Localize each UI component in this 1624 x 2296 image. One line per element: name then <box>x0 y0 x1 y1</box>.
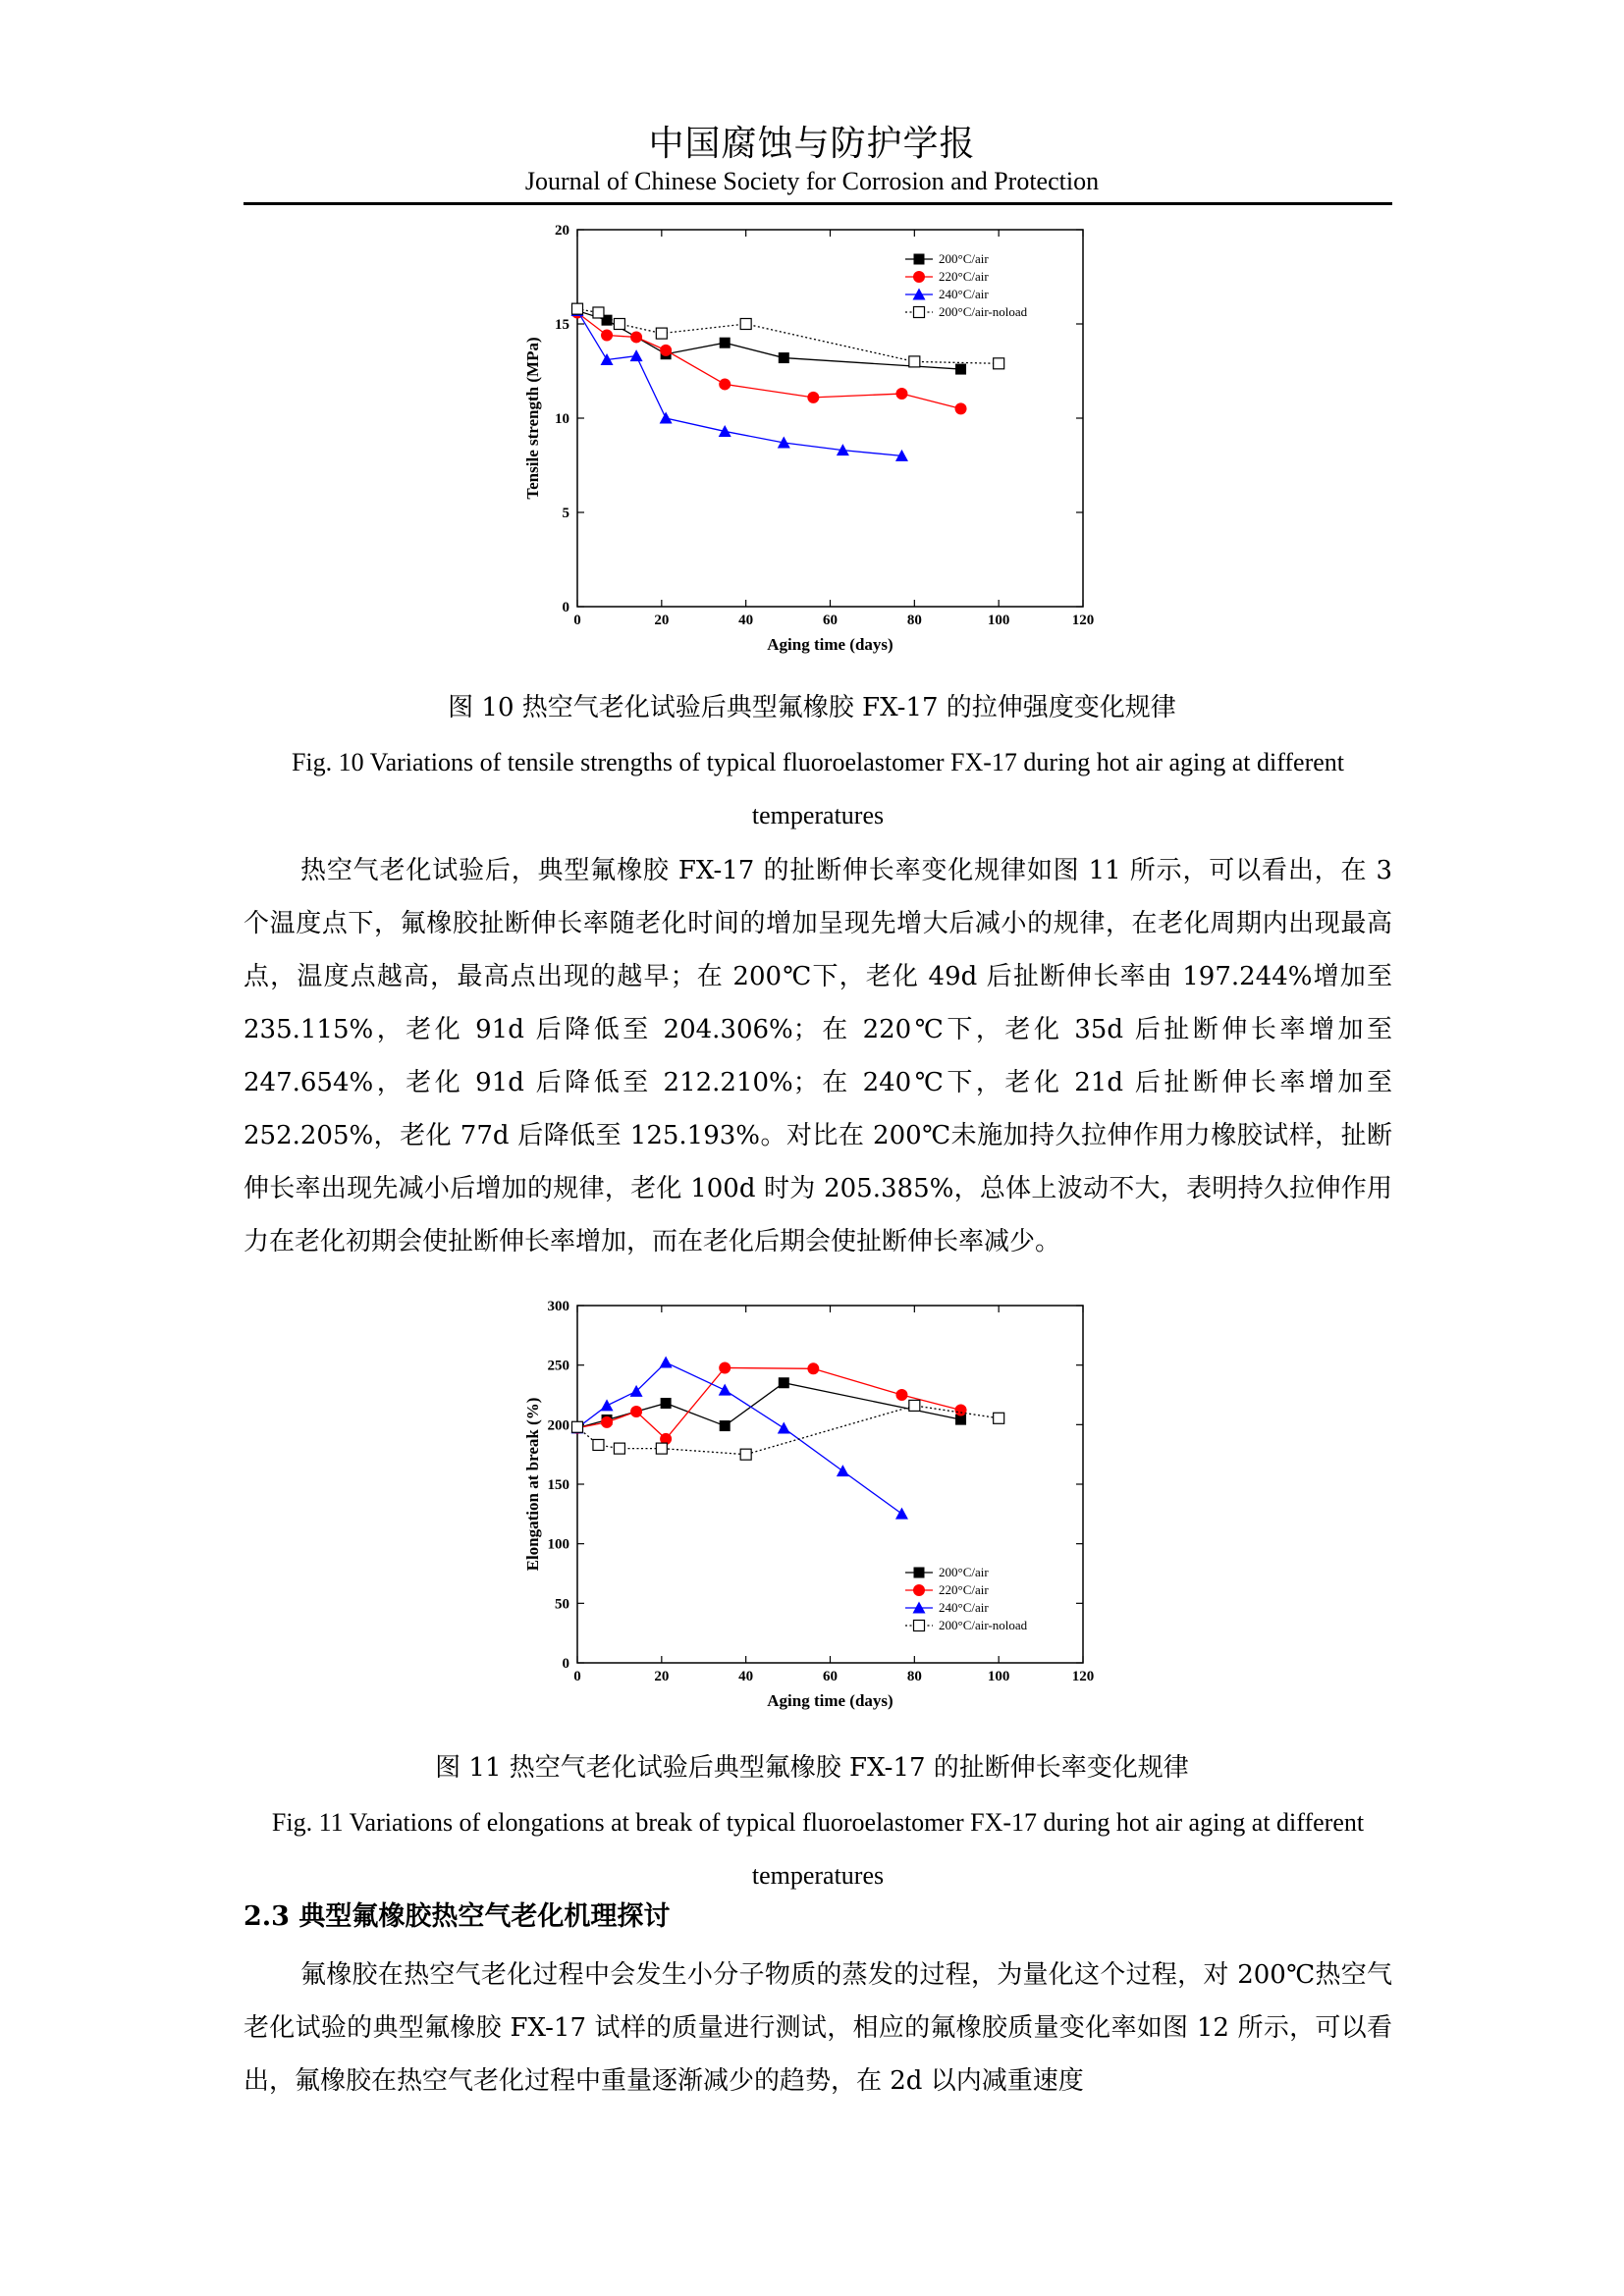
legend-marker <box>914 254 925 265</box>
legend-entry: 240°C/air <box>939 1600 989 1615</box>
data-point <box>719 1384 731 1396</box>
data-point <box>720 338 731 348</box>
legend-entry: 200°C/air <box>939 251 989 266</box>
x-tick-label: 120 <box>1071 613 1095 628</box>
figure-10-caption-en: Fig. 10 Variations of tensile strengths of typical fluoroelastomer FX-17 during hot air aging at different temperatures <box>291 748 1345 829</box>
journal-title-en: Journal of Chinese Society for Corrosion and Protection <box>524 167 1100 195</box>
data-point <box>630 349 643 361</box>
data-point <box>572 303 583 314</box>
data-point <box>593 307 604 318</box>
data-point <box>601 330 613 342</box>
y-tick-label: 15 <box>555 317 569 333</box>
y-tick-label: 200 <box>547 1417 569 1434</box>
data-point <box>614 319 624 330</box>
plot-frame <box>577 1306 1083 1663</box>
legend <box>905 1565 1028 1632</box>
x-tick-label: 80 <box>906 613 922 628</box>
x-tick-label: 60 <box>823 1669 838 1684</box>
series-line <box>577 1362 901 1514</box>
y-axis-label: Tensile strength (MPa) <box>523 337 542 500</box>
data-point <box>740 319 751 330</box>
figure-10-tensile-chart <box>491 218 1119 671</box>
y-tick-label: 250 <box>547 1358 569 1374</box>
y-tick-label: 5 <box>562 506 569 521</box>
y-tick-label: 0 <box>562 600 569 615</box>
data-point <box>895 1389 907 1401</box>
y-tick-label: 10 <box>555 411 569 427</box>
data-point <box>593 1439 604 1450</box>
section-heading: 2.3 典型氟橡胶热空气老化机理探讨 <box>244 1901 671 1932</box>
data-point <box>572 1421 583 1432</box>
data-point <box>660 1356 673 1367</box>
y-tick-label: 20 <box>555 223 569 239</box>
figure-11-caption-cn: 图 11 热空气老化试验后典型氟橡胶 FX-17 的扯断伸长率变化规律 <box>435 1753 1189 1783</box>
data-point <box>994 358 1004 369</box>
x-tick-label: 60 <box>823 613 838 628</box>
x-axis-label: Aging time (days) <box>767 1691 893 1710</box>
data-point <box>614 1443 624 1454</box>
header-divider <box>244 202 1392 205</box>
legend <box>905 251 1028 319</box>
data-point <box>779 1377 789 1388</box>
x-tick-label: 80 <box>906 1669 922 1684</box>
y-tick-label: 300 <box>547 1299 569 1314</box>
data-point <box>740 1449 751 1460</box>
x-tick-label: 20 <box>654 613 670 628</box>
series-240°C/air <box>571 1356 908 1519</box>
data-point <box>909 356 920 367</box>
x-tick-label: 20 <box>654 1669 670 1684</box>
data-point <box>719 1362 731 1373</box>
data-point <box>660 345 672 356</box>
data-point <box>719 378 731 390</box>
data-point <box>955 364 966 375</box>
legend-entry: 200°C/air-noload <box>939 304 1028 319</box>
legend-entry: 200°C/air-noload <box>939 1618 1028 1632</box>
data-point <box>994 1413 1004 1423</box>
body-paragraph: 热空气老化试验后，典型氟橡胶 FX-17 的扯断伸长率变化规律如图 11 所示，可以看出，在 3 个温度点下，氟橡胶扯断伸长率随老化时间的增加呈现先增大后减小的规律，在老化周期内出现最高点，温度点越高，最高点出现的越早；在 200℃下，老化 49d 后扯断伸长率由 197.244%增加至 235.115%，老化 91d 后降低至 204.306%；在 220℃下，老化 35d 后扯断伸长率增加至 247.654%，老化 91d 后降低至 212.210%；在 240℃下，老化 21d 后扯断伸长率增加至 252.205%，老化 77d 后降低至 125.193%。对比在 200℃未施加持久拉伸作用力橡胶试样，扯断伸长率出现先减小后增加的规律，老化 100d 时为 205.385%，总体上波动不大，表明持久拉伸作用力在老化初期会使扯断伸长率增加，而在老化后期会使扯断伸长率减少。 <box>244 856 1392 1256</box>
plot-frame <box>577 230 1083 607</box>
data-point <box>660 412 673 424</box>
legend-marker <box>913 1584 925 1596</box>
body-paragraph: 氟橡胶在热空气老化过程中会发生小分子物质的蒸发的过程，为量化这个过程，对 200℃热空气老化试验的典型氟橡胶 FX-17 试样的质量进行测试，相应的氟橡胶质量变化率如图 12 所示，可以看出，氟橡胶在热空气老化过程中重量逐渐减少的趋势，在 2d 以内减重速度 <box>244 1960 1392 2096</box>
data-point <box>661 1398 672 1409</box>
series-line <box>577 311 901 456</box>
data-point <box>955 1405 967 1416</box>
data-point <box>895 388 907 400</box>
legend-entry: 200°C/air <box>939 1565 989 1579</box>
data-point <box>720 1420 731 1431</box>
y-tick-label: 100 <box>547 1536 569 1553</box>
legend-entry: 220°C/air <box>939 1582 989 1597</box>
x-tick-label: 0 <box>573 1669 581 1684</box>
series-200°C/air <box>572 305 967 375</box>
x-axis-label: Aging time (days) <box>767 635 893 654</box>
data-point <box>779 352 789 363</box>
data-point <box>807 1362 819 1374</box>
figure-10-caption-cn: 图 10 热空气老化试验后典型氟橡胶 FX-17 的拉伸强度变化规律 <box>448 693 1176 722</box>
data-point <box>656 1443 667 1454</box>
legend-marker <box>914 1621 925 1631</box>
figure-11-caption-en: Fig. 11 Variations of elongations at break of typical fluoroelastomer FX-17 during hot air aging at different temperatures <box>271 1808 1365 1890</box>
data-point <box>909 1400 920 1411</box>
x-tick-label: 100 <box>987 613 1010 628</box>
y-tick-label: 150 <box>547 1477 569 1493</box>
data-point <box>807 392 819 403</box>
data-point <box>630 331 642 343</box>
x-tick-label: 100 <box>987 1669 1010 1684</box>
data-point <box>895 1508 908 1520</box>
legend-marker <box>913 271 925 283</box>
data-point <box>778 1421 790 1433</box>
data-point <box>601 1399 614 1411</box>
x-tick-label: 40 <box>738 1669 754 1684</box>
journal-title-cn: 中国腐蚀与防护学报 <box>648 124 976 164</box>
y-axis-label: Elongation at break (%) <box>523 1397 542 1572</box>
y-tick-label: 0 <box>562 1656 569 1672</box>
legend-entry: 240°C/air <box>939 287 989 301</box>
data-point <box>837 1465 849 1476</box>
x-tick-label: 40 <box>738 613 754 628</box>
data-point <box>630 1406 642 1417</box>
tensile-chart-svg <box>491 218 1119 671</box>
series-line <box>577 1367 961 1438</box>
series-200°C/air <box>572 1377 967 1433</box>
legend-marker <box>914 1568 925 1578</box>
legend-entry: 220°C/air <box>939 269 989 284</box>
data-point <box>955 402 967 414</box>
series-220°C/air <box>571 1362 967 1444</box>
data-point <box>656 328 667 339</box>
data-point <box>601 1416 613 1428</box>
x-tick-label: 120 <box>1071 1669 1095 1684</box>
figure-11-elongation-chart <box>491 1298 1119 1730</box>
elongation-chart-svg <box>491 1298 1119 1730</box>
y-tick-label: 50 <box>555 1596 569 1613</box>
x-tick-label: 0 <box>573 613 581 628</box>
legend-marker <box>914 307 925 318</box>
